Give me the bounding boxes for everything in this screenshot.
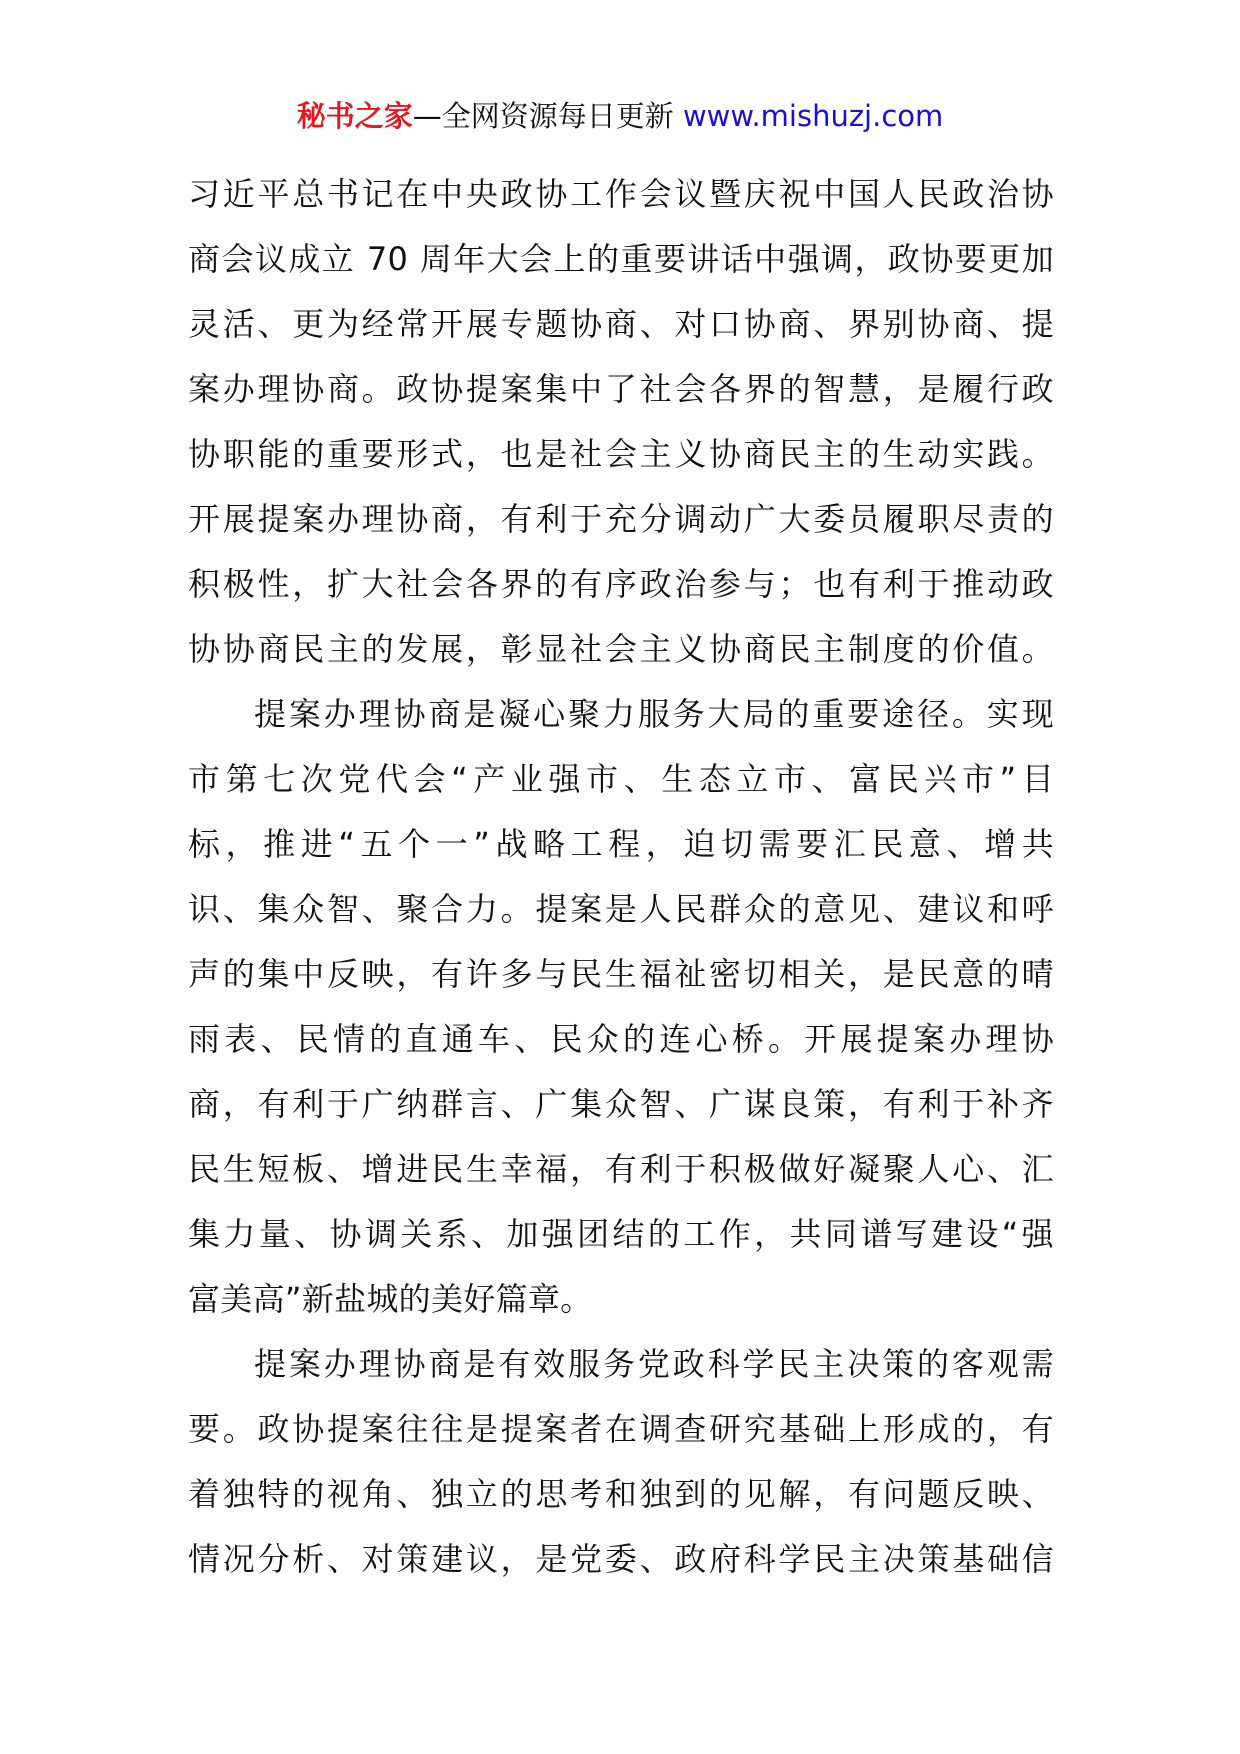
text-line: 协职能的重要形式，也是社会主义协商民主的生动实践。 (188, 435, 1054, 473)
text-line: 协协商民主的发展，彰显社会主义协商民主制度的价值。 (188, 630, 1054, 668)
text-line: 提案办理协商是凝心聚力服务大局的重要途径。实现 (254, 695, 1054, 733)
paragraph-1 (188, 162, 1054, 682)
text-line: 开展提案办理协商，有利于充分调动广大委员履职尽责的 (188, 500, 1054, 538)
text-line: 雨表、民情的直通车、民众的连心桥。开展提案办理协 (188, 1020, 1054, 1058)
document-body (188, 162, 1054, 1592)
text-line: 商会议成立 70 周年大会上的重要讲话中强调，政协要更加 (188, 240, 1054, 278)
paragraph-2 (188, 682, 1054, 1332)
text-line: 富美高”新盐城的美好篇章。 (188, 1280, 593, 1318)
brand-name: 秘书之家 (296, 99, 413, 133)
text-line: 标，推进“五个一”战略工程，迫切需要汇民意、增共 (188, 825, 1054, 863)
text-line: 商，有利于广纳群言、广集众智、广谋良策，有利于补齐 (188, 1085, 1054, 1123)
text-line: 声的集中反映，有许多与民生福祉密切相关，是民意的晴 (188, 955, 1054, 993)
site-url-link[interactable]: www.mishuzj.com (682, 99, 944, 133)
text-line: 积极性，扩大社会各界的有序政治参与；也有利于推动政 (188, 565, 1054, 603)
text-line: 民生短板、增进民生幸福，有利于积极做好凝聚人心、汇 (188, 1150, 1054, 1188)
text-line: 识、集众智、聚合力。提案是人民群众的意见、建议和呼 (188, 890, 1054, 928)
text-line: 提案办理协商是有效服务党政科学民主决策的客观需 (254, 1345, 1054, 1383)
text-line: 市第七次党代会“产业强市、生态立市、富民兴市”目 (188, 760, 1054, 798)
text-line: 灵活、更为经常开展专题协商、对口协商、界别协商、提 (188, 305, 1054, 343)
text-line: 着独特的视角、独立的思考和独到的见解，有问题反映、 (188, 1475, 1054, 1513)
header-dash: — (412, 99, 442, 133)
page-header (0, 96, 1240, 136)
text-line: 情况分析、对策建议，是党委、政府科学民主决策基础信 (188, 1540, 1054, 1578)
paragraph-3 (188, 1332, 1054, 1592)
header-tagline: 全网资源每日更新 (441, 99, 674, 133)
text-line: 集力量、协调关系、加强团结的工作，共同谱写建设“强 (188, 1215, 1054, 1253)
text-line: 案办理协商。政协提案集中了社会各界的智慧，是履行政 (188, 370, 1054, 408)
text-line: 要。政协提案往往是提案者在调查研究基础上形成的，有 (188, 1410, 1054, 1448)
text-line: 习近平总书记在中央政协工作会议暨庆祝中国人民政治协 (188, 175, 1054, 213)
